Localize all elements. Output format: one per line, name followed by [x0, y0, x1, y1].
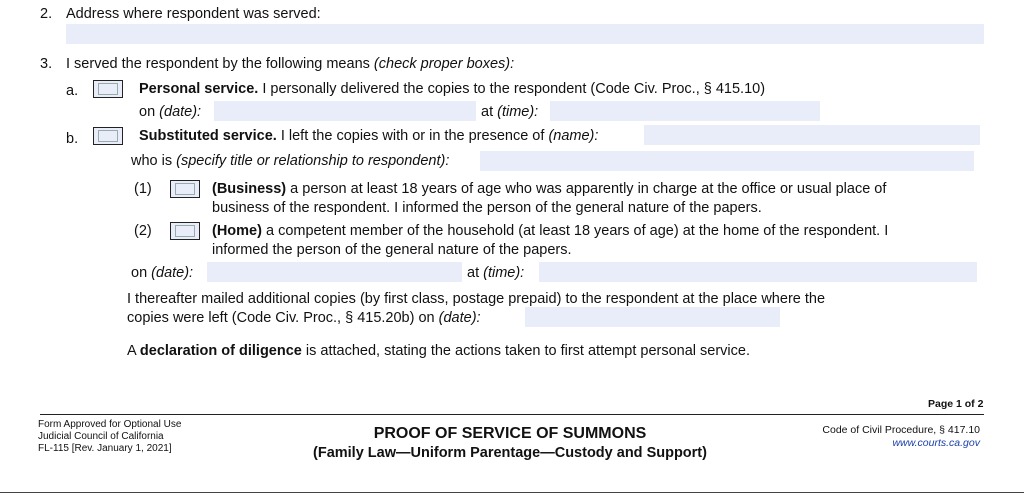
substituted-service-label: Substituted service. I left the copies with or in the presence of (name): — [139, 128, 599, 144]
footer-divider — [40, 414, 984, 415]
item-3-number: 3. — [40, 56, 53, 72]
personal-date-field[interactable] — [214, 101, 476, 121]
option-a-letter: a. — [66, 83, 79, 99]
option-1-number: (1) — [134, 181, 152, 197]
judicial-council-text: Judicial Council of California — [38, 431, 164, 442]
declaration-text: A declaration of diligence is attached, stating the actions taken to first attempt personal service. — [127, 343, 750, 359]
substituted-service-checkbox[interactable] — [93, 127, 123, 145]
address-served-field[interactable] — [66, 24, 984, 44]
item-2-number: 2. — [40, 6, 53, 22]
business-label-line1: (Business) a person at least 18 years of age who was apparently in charge at the office or usual place of — [212, 181, 887, 197]
mailed-date-field[interactable] — [525, 307, 780, 327]
home-label-line1: (Home) a competent member of the household (at least 18 years of age) at the home of the respondent. I — [212, 223, 889, 239]
substituted-time-label: at (time): — [467, 265, 525, 281]
form-number-text: FL-115 [Rev. January 1, 2021] — [38, 443, 172, 454]
form-approved-text: Form Approved for Optional Use — [38, 419, 182, 430]
substituted-date-field[interactable] — [207, 262, 462, 282]
option-b-letter: b. — [66, 131, 79, 147]
home-label-line2: informed the person of the general nature of the papers. — [212, 242, 572, 258]
mailed-text-line1: I thereafter mailed additional copies (by first class, postage prepaid) to the respondent at the place where the — [127, 291, 826, 307]
personal-time-field[interactable] — [550, 101, 820, 121]
item-2-label: Address where respondent was served: — [66, 6, 321, 22]
code-reference: Code of Civil Procedure, § 417.10 — [822, 424, 980, 436]
business-checkbox[interactable] — [170, 180, 200, 198]
form-title: PROOF OF SERVICE OF SUMMONS — [373, 425, 647, 442]
courts-website-link[interactable]: www.courts.ca.gov — [892, 437, 980, 449]
page-number: Page 1 of 2 — [928, 398, 984, 410]
relationship-label: who is (specify title or relationship to respondent): — [131, 153, 450, 169]
personal-service-checkbox[interactable] — [93, 80, 123, 98]
personal-service-label: Personal service. I personally delivered the copies to the respondent (Code Civ. Proc., § 415.10) — [139, 81, 766, 97]
substituted-name-field[interactable] — [644, 125, 980, 145]
substituted-date-label: on (date): — [131, 265, 194, 281]
business-label-line2: business of the respondent. I informed the person of the general nature of the papers. — [212, 200, 762, 216]
home-checkbox[interactable] — [170, 222, 200, 240]
form-subtitle: (Family Law—Uniform Parentage—Custody and Support) — [313, 445, 707, 461]
personal-time-label: at (time): — [481, 104, 539, 120]
item-3-label: I served the respondent by the following means (check proper boxes): — [66, 56, 515, 72]
personal-date-label: on (date): — [139, 104, 202, 120]
relationship-field[interactable] — [480, 151, 974, 171]
page-bottom-border — [0, 492, 1024, 493]
mailed-text-line2: copies were left (Code Civ. Proc., § 415.20b) on (date): — [127, 310, 481, 326]
option-2-number: (2) — [134, 223, 152, 239]
substituted-time-field[interactable] — [539, 262, 977, 282]
